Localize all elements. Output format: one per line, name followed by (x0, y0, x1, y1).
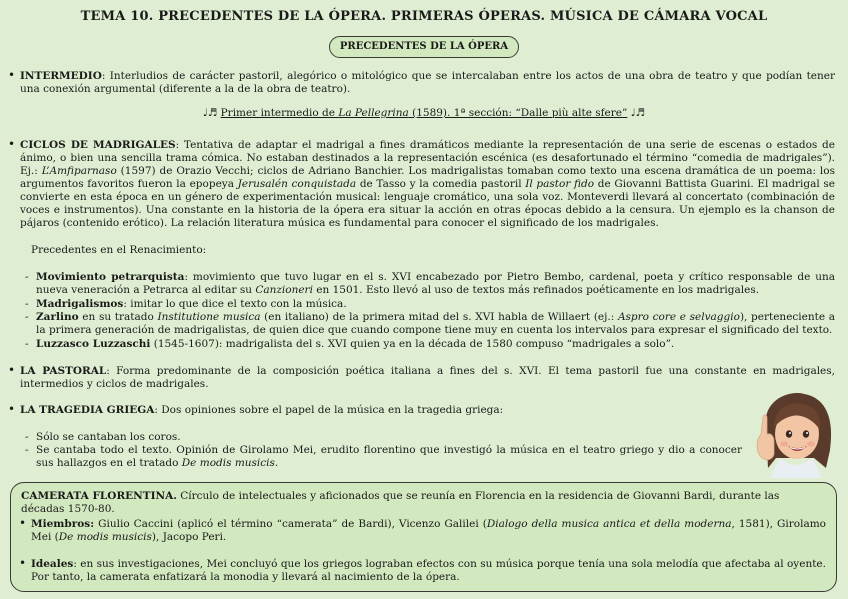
music-link-text: Primer intermedio de (220, 107, 339, 119)
miembros-italic: Dialogo della musica antica et della moderna (486, 518, 732, 530)
renacimiento-item (36, 271, 835, 297)
music-note-icon: ♩♬ (202, 107, 218, 119)
dash-icon: - (25, 311, 29, 323)
renacimiento-item-text: (1545-1607): madrigalista del s. XVI quien ya en la década de 1580 compuso “madrigales a solo”. (150, 338, 675, 350)
tragedia-item: Sólo se cantaban los coros. (36, 431, 181, 443)
tragedia-text: : Dos opiniones sobre el papel de la música en la tragedia griega: (154, 404, 504, 416)
ciclos-label: CICLOS DE MADRIGALES (20, 139, 176, 151)
ciclos-italic: Il pastor fido (525, 178, 595, 190)
dash-icon: - (25, 444, 29, 456)
camerata-intro (21, 490, 821, 516)
renacimiento-item-italic: Canzioneri (255, 284, 313, 296)
ideales-label: Ideales (31, 558, 74, 570)
renacimiento-item-italic: Aspro core e selvaggio (617, 311, 740, 323)
music-link[interactable] (221, 107, 628, 119)
camerata-miembros (31, 518, 826, 544)
page-title: TEMA 10. PRECEDENTES DE LA ÓPERA. PRIMERAS ÓPERAS. MÚSICA DE CÁMARA VOCAL (80, 9, 768, 24)
renacimiento-item-text: en 1501. Esto llevó al uso de textos más refinados poéticamente en los madrigales. (312, 284, 760, 296)
renacimiento-item-label: Luzzasco Luzzaschi (36, 338, 151, 350)
renacimiento-item (36, 298, 835, 311)
ciclos-italic: L’Amfiparnaso (41, 165, 117, 177)
dash-icon: - (25, 431, 29, 443)
miembros-text: , 1581), Girolamo Mei ( (31, 518, 826, 543)
renacimiento-item-text: (en italiano) de la primera mitad del s. XVI habla de Willaert (ej.: (260, 311, 618, 323)
bullet-icon: • (8, 363, 16, 377)
camerata-box (10, 482, 837, 592)
ciclos-text: (1597) de Orazio Vecchi; ciclos de Adriano Banchier. Los madrigalistas tomaban como texto una escena dramática de un poema: los argumentos favoritos fueron la epopeya (20, 165, 835, 190)
renacimiento-item-text: : movimiento que tuvo lugar en el s. XVI encabezado por Pietro Bembo, cardenal, poeta y crítico responsable de una nueva veneración a Petrarca al editar su (36, 271, 835, 296)
pastoral-paragraph (20, 365, 835, 391)
renacimiento-item (36, 311, 835, 337)
renacimiento-item-label: Movimiento petrarquista (36, 271, 185, 283)
ciclos-italic: Jerusalén conquistada (237, 178, 357, 190)
dash-icon: - (25, 298, 29, 310)
miembros-italic: De modis musicis (58, 531, 152, 543)
renacimiento-heading: Precedentes en el Renacimiento: (31, 244, 207, 256)
ciclos-text: de Giovanni Battista Guarini. El madrigal se convierte en esta época en un género de experimentación musical: lenguaje cromático, una sola voz. Monteverdi llevará al concertato (combinación de voces e instrumentos). Una constante en la historia de la ópera era situar la acción en otras épocas debido a la censura. Un ejemplo es la chanson de pájaros (contenido erótico). La relación literatura música es fundamental para conocer el significado de los madrigales. (20, 178, 835, 229)
renacimiento-item-label: Zarlino (36, 311, 79, 323)
camerata-ideales (31, 558, 826, 584)
camerata-label: CAMERATA FLORENTINA. (21, 490, 177, 502)
music-link-italic: La Pellegrina (338, 107, 409, 119)
tragedia-item (36, 444, 742, 470)
renacimiento-item-italic: Institutione musica (157, 311, 261, 323)
intermedio-label: INTERMEDIO (20, 70, 102, 82)
ciclos-text: de Tasso y la comedia pastoril (356, 178, 526, 190)
tragedia-paragraph (20, 404, 740, 417)
miembros-text: ), Jacopo Peri. (151, 531, 227, 543)
tragedia-item-italic: De modis musicis. (181, 457, 279, 469)
renacimiento-item-text: ), perteneciente a la primera generación de madrigalistas, de quien dice que cuando compone tiene muy en cuenta los intervalos para expresar el significado del texto. (36, 311, 835, 336)
bullet-icon: • (8, 402, 16, 416)
intermedio-text: : Interludios de carácter pastoril, alegórico o mitológico que se intercalaban entre los actos de una obra de teatro y que podían tener una conexión argumental (diferente a la de la obra de teatro). (20, 70, 835, 95)
renacimiento-item-text: : imitar lo que dice el texto con la música. (123, 298, 347, 310)
miembros-text: Giulio Caccini (aplicó el término “camerata” de Bardi), Vicenzo Galilei ( (94, 518, 487, 530)
bullet-icon: • (19, 516, 27, 530)
tragedia-label: LA TRAGEDIA GRIEGA (20, 404, 155, 416)
renacimiento-item-text: en su tratado (78, 311, 158, 323)
intermedio-paragraph (20, 70, 835, 96)
miembros-label: Miembros: (31, 518, 95, 530)
ciclos-text: : Tentativa de adaptar el madrigal a fines dramáticos mediante la representación de una serie de escenas o estados de ánimo, o bien una sencilla trama cómica. No estaban destinados a la representación escénica (es desafortunado el término “comedia de madrigales”). Ej.: (20, 139, 835, 177)
memoji-avatar-icon (752, 388, 840, 478)
renacimiento-item-label: Madrigalismos (36, 298, 124, 310)
camerata-text: Círculo de intelectuales y aficionados que se reunía en Florencia en la residencia de Giovanni Bardi, durante las décadas 1570-80. (21, 490, 780, 515)
dash-icon: - (25, 271, 29, 283)
music-link-text-end: (1589). 1ª sección: “Dalle più alte sfere” (408, 107, 628, 119)
pastoral-label: LA PASTORAL (20, 365, 107, 377)
renacimiento-item (36, 338, 835, 351)
bullet-icon: • (8, 137, 16, 151)
music-link-line (0, 107, 848, 120)
music-note-icon-end: ♩♬ (630, 107, 646, 119)
pastoral-text: : Forma predominante de la composición poética italiana a fines del s. XVI. El tema pastoril fue una constante en madrigales, intermedios y ciclos de madrigales. (20, 365, 836, 390)
dash-icon: - (25, 338, 29, 350)
section-pill: PRECEDENTES DE LA ÓPERA (329, 36, 519, 58)
tragedia-item-text: Se cantaba todo el texto. Opinión de Girolamo Mei, erudito florentino que investigó la música en el teatro griego y dio a conocer sus hallazgos en el tratado (36, 444, 742, 469)
bullet-icon: • (8, 68, 16, 82)
bullet-icon: • (19, 556, 27, 570)
ideales-text: : en sus investigaciones, Mei concluyó que los griegos lograban efectos con su música porque tenía una sola melodía que afectaba al oyente. Por tanto, la camerata enfatizará la monodia y llevará al nacimiento de la ópera. (31, 558, 826, 583)
ciclos-paragraph (20, 139, 835, 230)
